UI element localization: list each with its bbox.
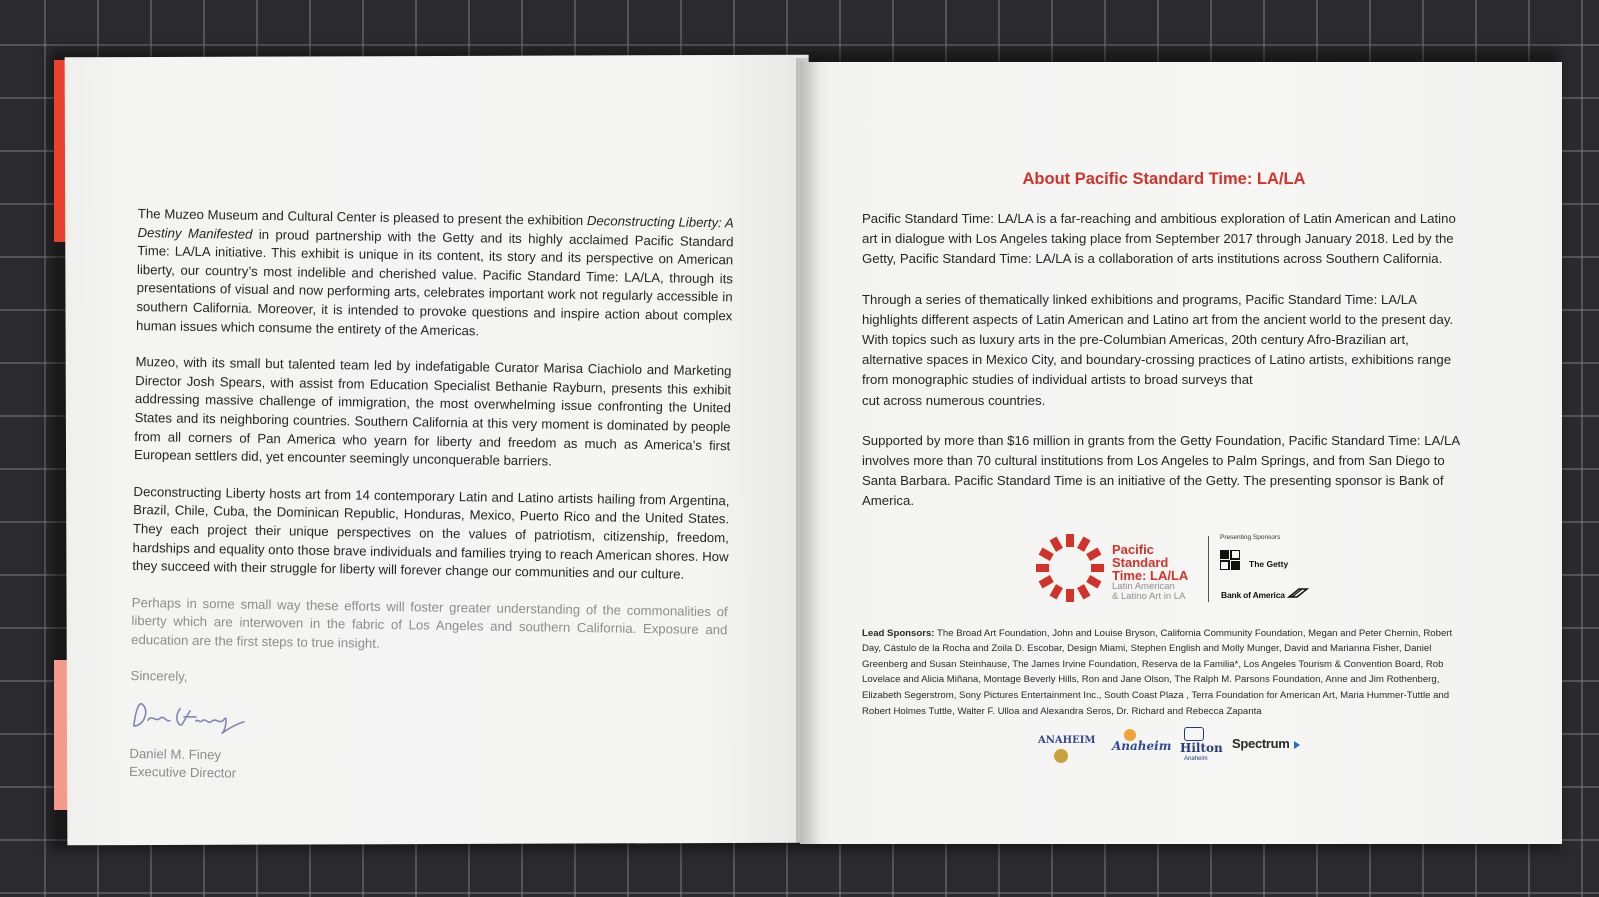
pst-sunburst-icon [1034, 532, 1106, 604]
letter-paragraph-1: The Muzeo Museum and Cultural Center is pleased to present the exhibition Deconstructing Liberty: A Destiny Manifested in proud partnership with the Getty and its highly acclaimed Pacific Standard Time: LA/LA initiative. This exhibit is unique in its content, its story and its perspective on American liberty, our country’s most indelible and cherished value. Pacific Standard Time: LA/LA, through its presentations of visual and now performing arts, celebrates important work not regularly accessible in southern California. Moreover, it is intended to provoke questions and inspire action about complex human issues which consume the entirety of the Americas. [135, 205, 734, 338]
city-sponsor-logos [862, 733, 1466, 777]
spectrum-arrow-icon [1294, 741, 1300, 749]
hilton-logo: Hilton [1180, 741, 1223, 756]
signer-name: Daniel M. Finey [129, 745, 222, 763]
lead-sponsors-label: Lead Sponsors: [862, 627, 935, 639]
anaheim-logo: ANAHEIM [1038, 735, 1096, 747]
page-title: About Pacific Standard Time: LA/LA [1022, 170, 1306, 188]
anaheim-seal-icon [1054, 749, 1068, 763]
handwritten-signature [130, 696, 727, 746]
signer-title: Executive Director [128, 763, 237, 781]
letter-paragraph-4: Perhaps in some small way these efforts will foster greater understanding of the commonalities of liberty which are interwoven in the fabric of Los Angeles and southern California. Exposure and education are the first steps to true insight. [131, 594, 728, 651]
exhibition-title: Deconstructing Liberty: A Destiny Manifested [137, 213, 734, 242]
about-paragraph-3: Supported by more than $16 million in grants from the Getty Foundation, Pacific Standard Time: LA/LA involves more than 70 cultural institutions from Los Angeles to Palm Springs, and from San Diego to Santa Barbara. Pacific Standard Time is an initiative of the Getty. The presenting sponsor is Bank of America. [862, 432, 1460, 509]
getty-icon [1220, 550, 1240, 570]
hilton-icon [1184, 727, 1204, 741]
visit-anaheim-logo: Anaheim [1112, 739, 1172, 754]
letter-paragraph-3: Deconstructing Liberty hosts art from 14 contemporary Latin and Latino artists hailing from Argentina, Brazil, Chile, Cuba, the Dominican Republic, Honduras, Mexico, Puerto Rico and the United States. They each project their unique perspectives on the values of patriotism, citizenship, freedom, hardships and equality onto those brave individuals and families trying to reach American shores. How they succeed with their struggle for liberty will forever change our communities and our culture. [132, 483, 730, 582]
pst-about-section [862, 170, 1466, 777]
getty-label: The Getty [1249, 558, 1289, 569]
sponsor-logos [862, 532, 1466, 614]
bank-of-america-label: Bank of America [1221, 589, 1285, 600]
letter-closing: Sincerely, [130, 668, 188, 685]
spectrum-logo: Spectrum [1232, 736, 1290, 752]
lead-sponsors [862, 626, 1466, 720]
bank-of-america-flag-icon [1287, 587, 1309, 599]
lead-sponsors-list: The Broad Art Foundation, John and Louise Bryson, California Community Foundation, Megan and Peter Chernin, Robert Day, Cástulo de la Rocha and Zoila D. Escobar, Design Miami, Stephen English and Molly Munger, David and Marianna Fisher, Daniel Greenberg and Susan Steinhause, The James Irvine Foundation, Reserva de la Familia*, Los Angeles Tourism & Convention Board, Rob Lovelace and Alicia Miñana, Montage Beverly Hills, Ron and Jane Olson, The Ralph M. Parsons Foundation, Anne and Jim Rothenberg, Elizabeth Segerstrom, Sony Pictures Entertainment Inc., South Coast Plaza , Terra Foundation for American Art, Maria Hummer-Tuttle and Robert Holmes Tuttle, Walter F. Ulloa and Alexandra Seros, Dr. Richard and Rebecca Zapanta [862, 627, 1453, 717]
presenting-sponsors-label: Presenting Sponsors [1220, 533, 1281, 541]
book-gutter [796, 58, 818, 844]
about-paragraph-2: Through a series of thematically linked exhibitions and programs, Pacific Standard Time: LA/LA highlights different aspects of Latin American and Latino art from the ancient world to the present day. With topics such as luxury arts in the pre-Columbian Americas, 20th century Afro-Brazilian art, alternative spaces in Mexico City, and boundary-crossing practices of Latino artists, exhibitions range from monographic studies of individual artists to broad surveys that cut across numerous countries. [862, 291, 1454, 408]
pst-wordmark: Pacific Standard Time: LA/LA Latin American & Latino Art in LA [1112, 541, 1189, 602]
letter-paragraph-2: Muzeo, with its small but talented team led by indefatigable Curator Marisa Ciachiolo and Marketing Director Josh Spears, with assist from Education Specialist Bethanie Rayburn, presents this exhibit addressing massive challenge of immigration, the most overwhelming issue confronting the United States and its neighboring countries. Southern California at this very moment is dominated by people from all corners of Pan America who yearn for liberty and freedom as much as America’s first European settlers did, yet encounter seemingly unconquerable barriers. [133, 354, 732, 469]
director-letter [129, 205, 734, 790]
about-paragraph-1: Pacific Standard Time: LA/LA is a far-reaching and ambitious exploration of Latin American and Latino art in dialogue with Los Angeles taking place from September 2017 through January 2018. Led by the Getty, Pacific Standard Time: LA/LA is a collaboration of arts institutions across Southern California. [862, 211, 1456, 267]
logo-divider [1208, 536, 1209, 602]
hilton-location: Anaheim [1184, 756, 1208, 763]
